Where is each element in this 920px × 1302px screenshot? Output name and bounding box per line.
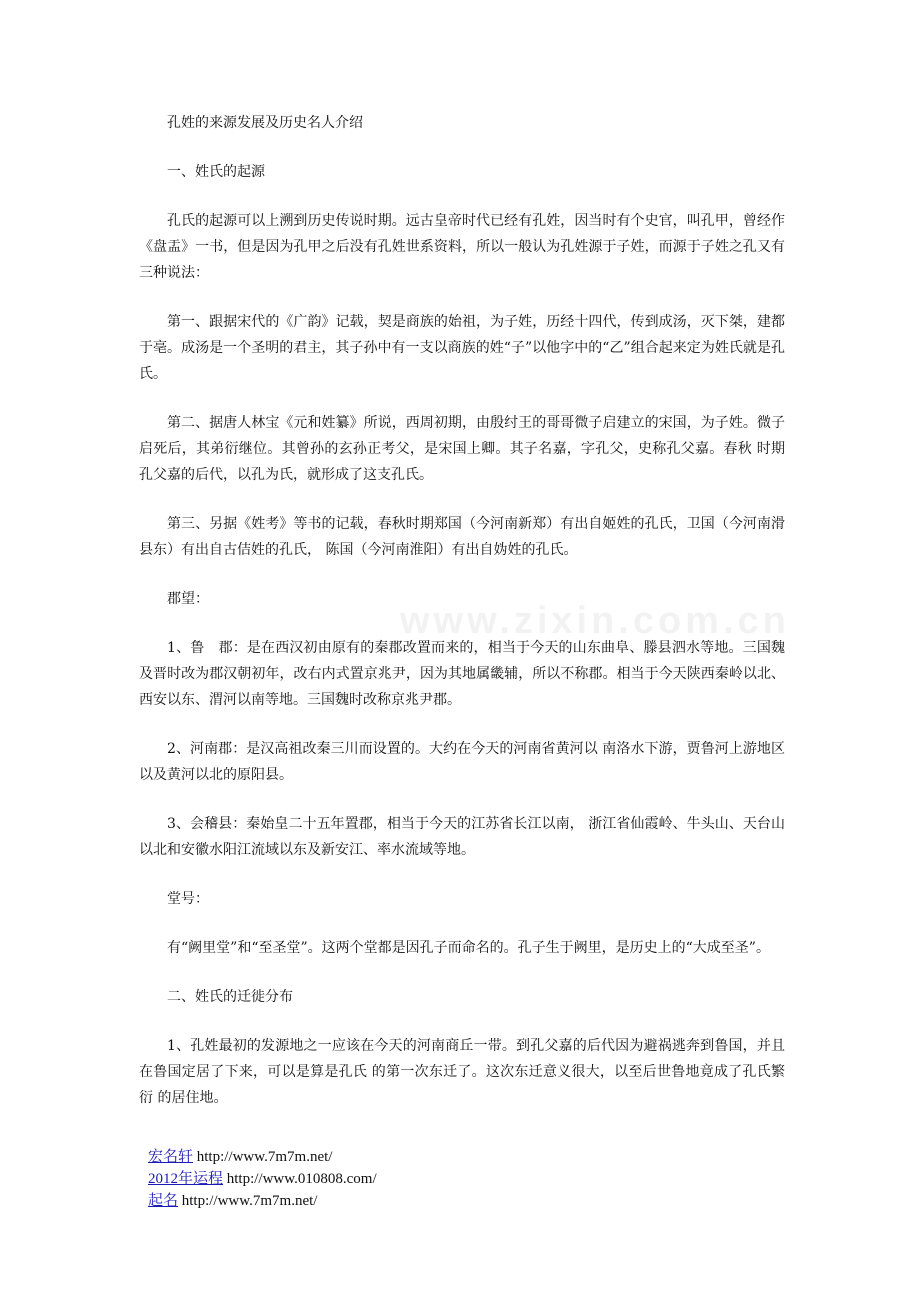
section-heading-migration: 二、姓氏的迁徙分布 bbox=[167, 989, 293, 1005]
subheading-junwang: 郡望： bbox=[167, 591, 209, 607]
paragraph-junwang-3: 3、会稽县：秦始皇二十五年置郡，相当于今天的江苏省长江以南， 浙江省仙霞岭、牛头山、天台山以北和安徽水阳江流域以东及新安江、率水流域等地。 bbox=[139, 816, 785, 858]
link-url: http://www.7m7m.net/ bbox=[181, 1193, 318, 1209]
link-url: http://www.7m7m.net/ bbox=[196, 1149, 333, 1165]
link-url: http://www.010808.com/ bbox=[226, 1171, 377, 1187]
link-label[interactable]: 宏名轩 bbox=[148, 1149, 194, 1165]
paragraph-tanghao: 有“阙里堂”和“至圣堂”。这两个堂都是因孔子而命名的。孔子生于阙里，是历史上的“大成至圣”。 bbox=[167, 940, 770, 956]
link-label[interactable]: 2012年运程 bbox=[148, 1171, 224, 1187]
paragraph-theory-3: 第三、另据《姓考》等书的记载，春秋时期郑国（今河南新郑）有出自姬姓的孔氏，卫国（今河南滑县东）有出自古佶姓的孔氏， 陈国（今河南淮阳）有出自妫姓的孔氏。 bbox=[139, 516, 785, 558]
paragraph-theory-1: 第一、跟据宋代的《广韵》记载，契是商族的始祖，为子姓，历经十四代，传到成汤，灭下桀，建都于亳。成汤是一个圣明的君主，其子孙中有一支以商族的姓“子”以他字中的“乙”组合起来定为姓氏就是孔氏。 bbox=[139, 314, 785, 382]
watermark: www.zixin.com.cn bbox=[400, 600, 790, 642]
paragraph-theory-2: 第二、据唐人林宝《元和姓纂》所说，西周初期，由殷纣王的哥哥微子启建立的宋国，为子姓。微子启死后，其弟衍继位。其曾孙的玄孙正考父，是宋国上卿。其子名嘉，字孔父，史称孔父嘉。春秋 时期孔父嘉的后代，以孔为氏，就形成了这支孔氏。 bbox=[139, 415, 785, 483]
document-title: 孔姓的来源发展及历史名人介绍 bbox=[167, 115, 363, 131]
document-body bbox=[139, 110, 785, 1134]
section-heading-origin: 一、姓氏的起源 bbox=[167, 164, 265, 180]
footer-links bbox=[148, 1146, 377, 1212]
paragraph-migration-1: 1、孔姓最初的发源地之一应该在今天的河南商丘一带。到孔父嘉的后代因为避祸逃奔到鲁国，并且在鲁国定居了下来，可以是算是孔氏 的第一次东迁了。这次东迁意义很大，以至后世鲁地竟成了孔氏繁衍 的居住地。 bbox=[139, 1038, 785, 1106]
link-label[interactable]: 起名 bbox=[148, 1193, 179, 1209]
footer-link-row bbox=[148, 1168, 377, 1190]
subheading-tanghao: 堂号： bbox=[167, 891, 209, 907]
footer-link-row bbox=[148, 1146, 377, 1168]
paragraph-junwang-2: 2、河南郡：是汉高祖改秦三川而设置的。大约在今天的河南省黄河以 南洛水下游，贾鲁河上游地区以及黄河以北的原阳县。 bbox=[139, 741, 785, 783]
paragraph-origin-intro: 孔氏的起源可以上溯到历史传说时期。远古皇帝时代已经有孔姓，因当时有个史官，叫孔甲，曾经作《盘盂》一书，但是因为孔甲之后没有孔姓世系资料，所以一般认为孔姓源于子姓，而源于子姓之孔又有三种说法： bbox=[139, 213, 785, 281]
paragraph-junwang-1: 1、鲁 郡：是在西汉初由原有的秦郡改置而来的，相当于今天的山东曲阜、滕县泗水等地。三国魏及晋时改为郡汉朝初年，改右内式置京兆尹，因为其地属畿辅，所以不称郡。相当于今天陕西秦岭以北、西安以东、渭河以南等地。三国魏时改称京兆尹郡。 bbox=[139, 640, 785, 708]
footer-link-row bbox=[148, 1190, 377, 1212]
